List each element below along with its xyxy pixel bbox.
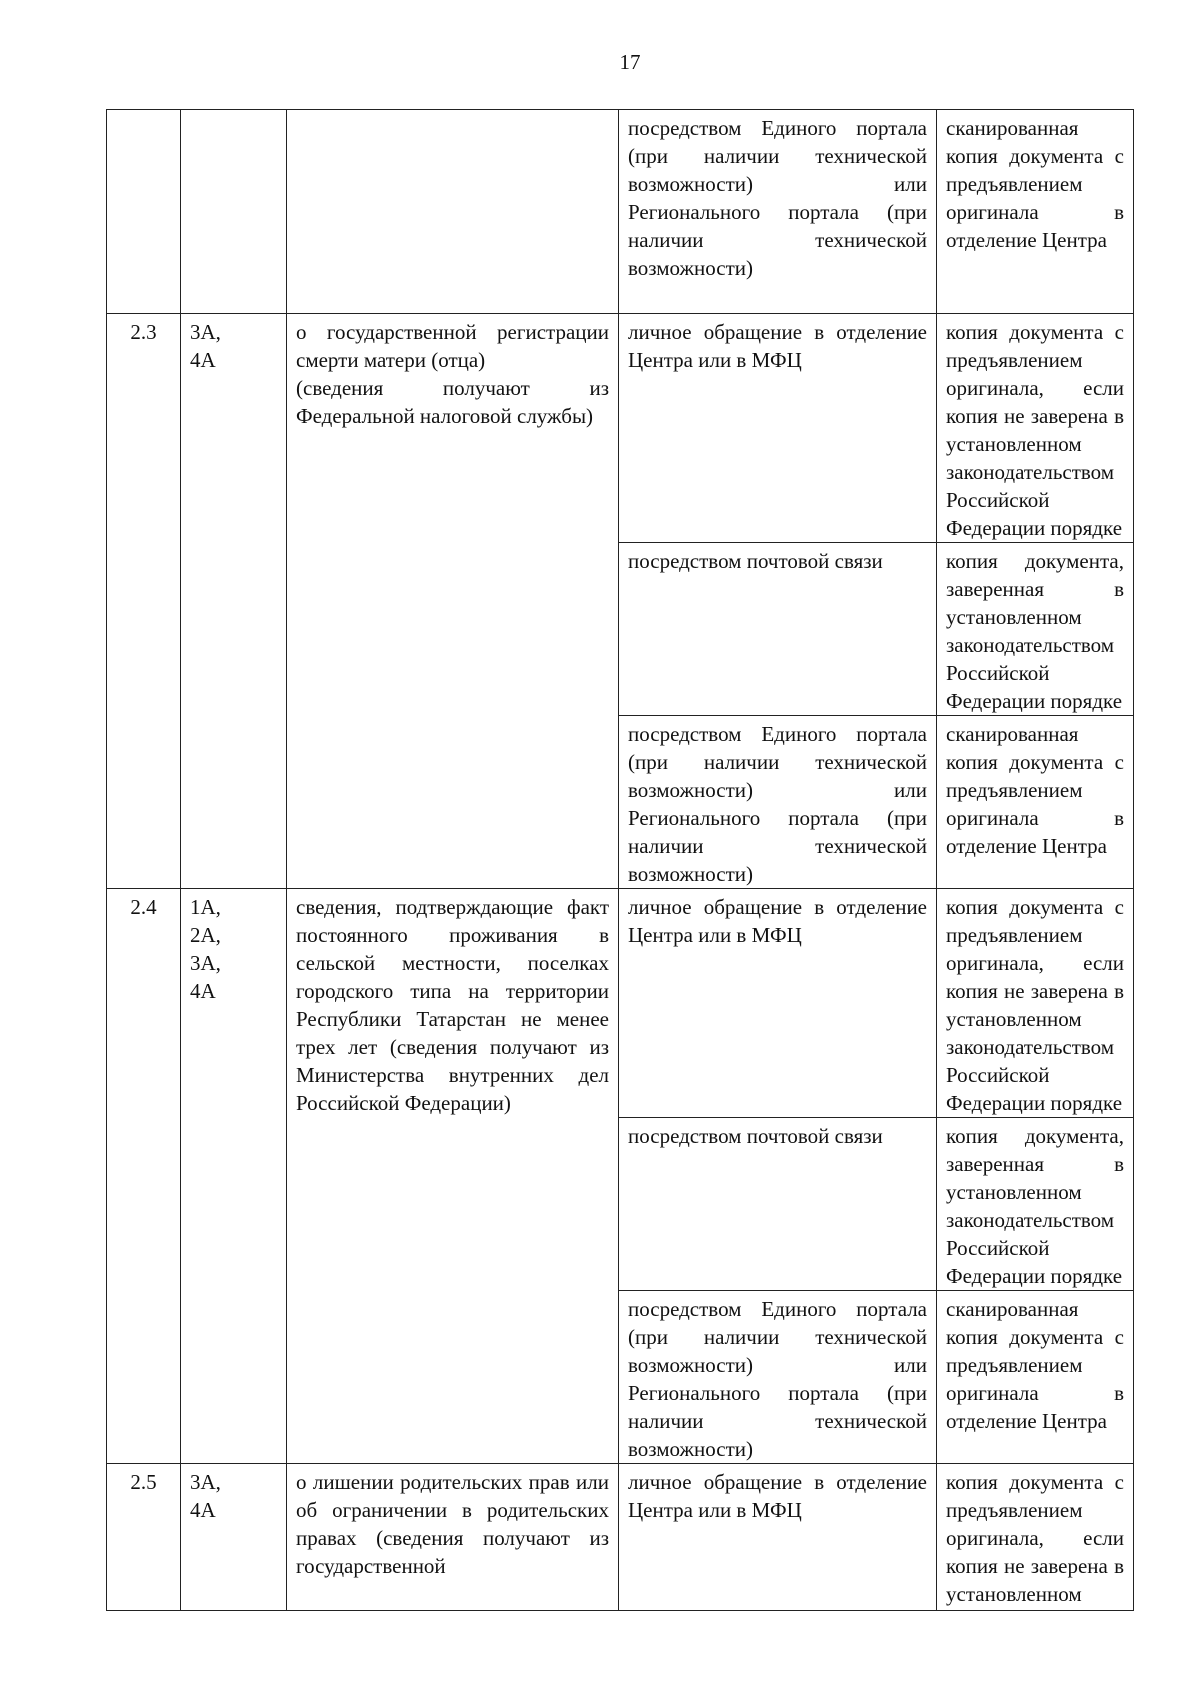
- info-cell: о государственной регистрации смерти матери (отца) (сведения получают из Федеральной налоговой службы): [287, 314, 619, 889]
- table-row: [107, 1464, 1134, 1611]
- submission-method-cell: посредством почтовой связи: [619, 1118, 937, 1291]
- category-cell: 1А, 2А, 3А, 4А: [181, 889, 287, 1464]
- document-form-cell: сканированная копия документа с предъявлением оригинала в отделение Центра: [937, 716, 1134, 889]
- document-form-cell: копия документа с предъявлением оригинала, если копия не заверена в установленном законодательством Российской Федерации порядке: [937, 889, 1134, 1118]
- page-number: 17: [619, 50, 641, 74]
- submission-method-cell: личное обращение в отделение Центра или в МФЦ: [619, 889, 937, 1118]
- table-row: [107, 314, 1134, 543]
- row-number-cell: 2.5: [107, 1464, 181, 1611]
- document-form-cell: копия документа, заверенная в установленном законодательством Российской Федерации порядке: [937, 1118, 1134, 1291]
- row-number-cell: [107, 110, 181, 314]
- document-form-cell: сканированная копия документа с предъявлением оригинала в отделение Центра: [937, 1291, 1134, 1464]
- submission-method-cell: посредством почтовой связи: [619, 543, 937, 716]
- info-cell: [287, 110, 619, 314]
- category-cell: 3А, 4А: [181, 1464, 287, 1611]
- info-cell: о лишении родительских прав или об ограничении в родительских правах (сведения получают из государственной: [287, 1464, 619, 1611]
- table-row: [107, 110, 1134, 314]
- document-form-cell: сканированная копия документа с предъявлением оригинала в отделение Центра: [937, 110, 1134, 314]
- documents-table: [106, 109, 1134, 1611]
- document-form-cell: копия документа, заверенная в установленном законодательством Российской Федерации порядке: [937, 543, 1134, 716]
- submission-method-cell: посредством Единого портала (при наличии технической возможности) или Регионального портала (при наличии технической возможности): [619, 1291, 937, 1464]
- submission-method-cell: личное обращение в отделение Центра или в МФЦ: [619, 1464, 937, 1611]
- info-cell: сведения, подтверждающие факт постоянного проживания в сельской местности, поселках городского типа на территории Республики Татарстан не менее трех лет (сведения получают из Министерства внутренних дел Российской Федерации): [287, 889, 619, 1464]
- document-form-cell: копия документа с предъявлением оригинала, если копия не заверена в установленном: [937, 1464, 1134, 1611]
- category-cell: 3А, 4А: [181, 314, 287, 889]
- submission-method-cell: посредством Единого портала (при наличии технической возможности) или Регионального портала (при наличии технической возможности): [619, 716, 937, 889]
- document-form-cell: копия документа с предъявлением оригинала, если копия не заверена в установленном законодательством Российской Федерации порядке: [937, 314, 1134, 543]
- row-number-cell: 2.3: [107, 314, 181, 889]
- category-cell: [181, 110, 287, 314]
- submission-method-cell: личное обращение в отделение Центра или в МФЦ: [619, 314, 937, 543]
- table-row: [107, 889, 1134, 1118]
- submission-method-cell: посредством Единого портала (при наличии технической возможности) или Регионального портала (при наличии технической возможности): [619, 110, 937, 314]
- row-number-cell: 2.4: [107, 889, 181, 1464]
